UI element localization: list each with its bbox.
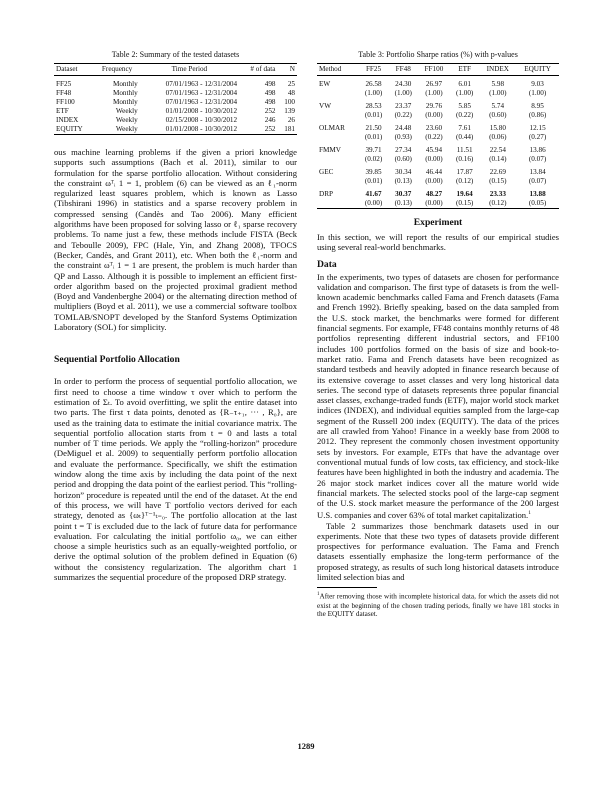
table2-cell: 181 <box>284 125 295 133</box>
table3-pvalue: (0.12) <box>455 177 474 185</box>
table3-row <box>317 164 559 177</box>
table2-cell: Monthly <box>112 80 138 88</box>
table3-header-cell: FF48 <box>395 65 411 73</box>
table3-value: 27.34 <box>395 146 412 154</box>
table3-pvalue: (0.00) <box>425 199 443 207</box>
table2-cell: 498 <box>264 80 276 88</box>
table3-empty-cell <box>317 111 359 120</box>
table3-value: 21.50 <box>365 124 382 132</box>
table3-pvalue: (0.00) <box>425 111 443 119</box>
table3-pvalue: (0.86) <box>528 111 547 119</box>
table2-cell: 498 <box>264 98 276 106</box>
table3-method: EW <box>319 80 331 88</box>
table3-row <box>317 120 559 133</box>
table3-pvalue: (0.22) <box>455 111 474 119</box>
table2-cell: FF25 <box>56 80 72 88</box>
table3-pvalue: (0.15) <box>489 177 507 185</box>
table3-pvalue: (1.00) <box>528 89 547 97</box>
table2-cell: 100 <box>284 98 295 106</box>
table3-pvalue: (0.12) <box>489 199 507 207</box>
left-column <box>54 50 297 582</box>
table3-pvalue: (0.15) <box>455 199 474 207</box>
table3-pvalue: (1.00) <box>455 89 474 97</box>
table3-value: 48.27 <box>425 190 443 198</box>
table3-pvalue: (0.27) <box>528 133 547 141</box>
table3-row <box>317 186 559 199</box>
table3-pvalue-row <box>317 111 559 120</box>
table3-method: OLMAR <box>319 124 345 132</box>
subsection-heading-data: Data <box>317 258 337 270</box>
table3-pvalue: (0.06) <box>489 133 507 141</box>
table3-value: 39.71 <box>365 146 382 154</box>
table3-value: 13.86 <box>529 146 546 154</box>
table3-value: 12.15 <box>529 124 546 132</box>
table3-value: 41.67 <box>365 190 382 198</box>
table3-value: 9.03 <box>531 80 544 88</box>
footnote <box>317 591 559 619</box>
table3-pvalue: (0.44) <box>455 133 474 141</box>
table2 <box>54 63 297 135</box>
left-paragraph-2: In order to perform the process of sequential portfolio allocation, we first need to choose a time window τ over which to perform the estimation of Σₜ. To avoid overfitting, we split the entire dataset into two parts. The first τ data points, denoted as {R₋τ₊₁, ··· , R₀}, are used as the training data to estimate the initial covariance matrix. The sequential portfolio allocation starts from t = 0 and lasts a total number of T time periods. We apply the “rolling-horizon” procedure (DeMiguel et al. 2009) to sequentially perform portfolio allocation and evaluate the performance. Specifically, we shift the estimation window along the time axis by including the data point of the next period and dropping the data point of the earliest period. This “rolling-horizon” procedure is repeated until the end of the dataset. At the end of this process, we will have T portfolio vectors derived for each strategy, denoted as {ωₜ}ᵀ⁻¹ₜ₌₀. The portfolio allocation at the last point t = T is excluded due to the lack of future data for performance evaluation. For calculating the initial portfolio ω₀, we can either choose a simple heuristics such as an equally-weighted portfolio, or derive the optimal solution of the problem defined in Equation (6) without the consistency regularization. The algorithm chart 1 summarizes the sequential procedure of the proposed DRP strategy. <box>54 376 297 582</box>
table2-header-cell: Frequency <box>101 65 133 73</box>
table3-value: 30.34 <box>395 168 412 176</box>
table3-value: 29.76 <box>425 102 443 110</box>
table2-cell: 252 <box>264 107 276 115</box>
table2-row <box>54 76 297 90</box>
table3-value: 45.94 <box>425 146 443 154</box>
table2-cell: 07/01/1963 - 12/31/2004 <box>165 80 238 88</box>
table3-empty-cell <box>317 155 359 164</box>
table3-method: DRP <box>319 190 333 198</box>
table3-pvalue: (0.00) <box>425 177 443 185</box>
table3-pvalue: (0.13) <box>394 177 412 185</box>
table2-cell: FF100 <box>56 98 75 106</box>
table3-value: 5.85 <box>458 102 471 110</box>
table2-caption: Table 2: Summary of the tested datasets <box>111 50 240 59</box>
table3-value: 19.64 <box>456 190 473 198</box>
table3-pvalue-row <box>317 155 559 164</box>
table3-value: 23.60 <box>425 124 443 132</box>
table3-value: 7.61 <box>458 124 471 132</box>
table3-value: 26.97 <box>425 80 443 88</box>
page-number: 1289 <box>297 741 315 751</box>
table3-method: FMMV <box>319 146 341 154</box>
table3-header-cell: EQUITY <box>524 65 551 73</box>
table3-value: 5.98 <box>491 80 505 88</box>
table3-header-row <box>317 64 559 76</box>
table3-pvalue: (0.60) <box>489 111 507 119</box>
table3 <box>317 63 559 209</box>
table2-header-cell: N <box>289 65 295 73</box>
table3-header-cell: INDEX <box>486 65 509 73</box>
table3-value: 23.33 <box>489 190 506 198</box>
experiment-intro: In this section, we will report the results of our empirical studies using several real-world benchmarks. <box>317 232 559 253</box>
table3-pvalue: (0.00) <box>425 155 443 163</box>
table3-value: 13.84 <box>529 168 546 176</box>
table3-value: 46.44 <box>425 168 443 176</box>
table2-cell: 48 <box>287 89 295 97</box>
table2-cell: 246 <box>264 116 276 124</box>
table3-value: 23.37 <box>395 102 412 110</box>
table3-pvalue: (0.02) <box>364 155 383 163</box>
table3-pvalue: (0.14) <box>489 155 507 163</box>
table3-pvalue: (1.00) <box>425 89 443 97</box>
table3-value: 28.53 <box>365 102 382 110</box>
table2-cell: 498 <box>264 89 276 97</box>
table3-pvalue: (0.01) <box>364 111 383 119</box>
table2-cell: 252 <box>264 125 276 133</box>
table2-body <box>54 76 297 135</box>
table2-cell: Weekly <box>115 107 138 115</box>
footnote-rule <box>317 587 377 588</box>
table2-cell: Monthly <box>112 98 138 106</box>
table3-value: 8.95 <box>531 102 544 110</box>
table3-value: 5.74 <box>491 102 505 110</box>
table2-cell: 01/01/2008 - 10/30/2012 <box>165 107 238 115</box>
table2-cell: 26 <box>287 116 295 124</box>
table3-pvalue: (0.93) <box>394 133 412 141</box>
table3-row <box>317 76 559 90</box>
table2-row <box>54 89 297 98</box>
table3-value: 24.48 <box>395 124 412 132</box>
table3-empty-cell <box>317 89 359 98</box>
table3-pvalue: (0.16) <box>455 155 474 163</box>
table3-value: 13.88 <box>529 190 546 198</box>
table3-header-cell: ETF <box>458 65 472 73</box>
table3-pvalue: (0.01) <box>364 133 383 141</box>
data-paragraph-2: Table 2 summarizes those benchmark datasets used in our experiments. Note that these two types of datasets provide different prospectives for performance evaluation. The Fama and French datasets essentially emphasize the long-term performance of the proposed strategy, as results of such long historical datasets introduce limited selection bias and <box>317 520 559 583</box>
section-heading-sequential: Sequential Portfolio Allocation <box>54 354 180 366</box>
table3-pvalue-row <box>317 89 559 98</box>
table3-pvalue: (0.00) <box>364 199 383 207</box>
footnote-text: After removing those with incomplete historical data, for which the assets did not exist at the beginning of the chosen trading periods, finally we have 181 stocks in the EQUITY dataset. <box>317 592 559 619</box>
table3-empty-cell <box>317 177 359 186</box>
table3-header-cell: FF25 <box>365 65 382 73</box>
table3-value: 22.54 <box>489 146 506 154</box>
table3-pvalue: (0.13) <box>394 199 412 207</box>
data-paragraph-1 <box>317 272 559 521</box>
table2-cell: 07/01/1963 - 12/31/2004 <box>165 89 238 97</box>
data-paragraph-1-text: In the experiments, two types of datasets are chosen for performance validation and comparison. The first type of datasets is from the well-known academic benchmarks called Fama and French datasets (Fama and French 1992). Briefly speaking, based on the data sampled from the U.S. stock market, the benchmarks were formed for different financial segments. For example, FF48 contains monthly returns of 48 portfolios representing different industrial sectors, and FF100 includes 100 portfolios formed on the basis of size and book-to-market ratio. Fama and French datasets have been recognized as standard testbeds and heavily adopted in finance research because of its extensive coverage to asset classes and very long historical data series. The second type of datasets represents three popular financial asset classes, exchange-traded funds (ETF), major world stock market indices (INDEX), and individual equities sampled from the large-cap segment of the Russell 200 index (EQUITY). The data of the prices are all crawled from Yahoo! Finance in a weekly base from 2008 to 2012. They represent the commonly chosen investment opportunity sets by investors. For example, ETFs that have the advantage over conventional mutual funds of low costs, tax efficiency, and stock-like features have been highlighted in both the industry and academia. The 26 major stock market indices cover all the mature world wide financial markets. The selected stocks pool of the large-cap segment of the U.S. stock market measure the performance of the 200 largest U.S. companies and cover 63% of total market capitalization. <box>317 271 559 521</box>
table2-row <box>54 116 297 125</box>
table2-cell: Weekly <box>115 116 138 124</box>
table2-cell: 07/01/1963 - 12/31/2004 <box>165 98 238 106</box>
table3-method: GEC <box>319 168 334 176</box>
table3-caption: Table 3: Portfolio Sharpe ratios (%) with p-values <box>358 50 518 59</box>
table2-cell: FF48 <box>56 89 72 97</box>
table3-pvalue: (0.07) <box>528 155 547 163</box>
table2-row <box>54 107 297 116</box>
table3-value: 15.80 <box>489 124 506 132</box>
table3-body <box>317 76 559 209</box>
table3-pvalue-row <box>317 133 559 142</box>
table3-value: 6.01 <box>458 80 471 88</box>
table3-pvalue: (0.60) <box>394 155 412 163</box>
table2-cell: 25 <box>287 80 295 88</box>
table3-empty-cell <box>317 199 359 209</box>
left-paragraph-1: ous machine learning problems if the given a priori knowledge supports such assumptions (Bach et al. 2011), similar to our formulation for the sparse portfolio allocation. Without considering the constraint ωᵀᵢ 1 = 1, problem (6) can be viewed as an ℓ₁-norm regularized least squares problem, which is known as Lasso (Tibshirani 1996) in statistics and a sparse recovery problem in compressed sensing (Candès and Tao 2006). Many efficient algorithms have been proposed for solving lasso or ℓ₁ sparse recovery problems. To name just a few, these methods include FISTA (Beck and Teboulle 2009), FPC (Hale, Yin, and Zhang 2008), TFOCS (Becker, Candès, and Grant 2011), etc. When both the ℓ₁-norm and the constraint ωᵀᵢ 1 = 1 are present, the problem is much harder than QP and Lasso. Although it is possible to implement an efficient first-order algorithm based on the projected proximal gradient method (Boyd and Vandenberghe 2004) or the alternating direction method of multipliers (Boyd et al. 2011), we use a commercial software toolbox TOMLAB/SNOPT developed by the Stanford Systems Optimization Laboratory (SOL) for simplicity. <box>54 147 297 333</box>
section-heading-experiment: Experiment <box>413 217 463 228</box>
table3-header-cell: FF100 <box>424 65 444 73</box>
table2-row <box>54 125 297 135</box>
table2-cell: EQUITY <box>56 125 83 133</box>
table2-row <box>54 98 297 107</box>
table3-pvalue: (0.22) <box>394 111 412 119</box>
table3-value: 39.85 <box>365 168 382 176</box>
table2-cell: 139 <box>284 107 295 115</box>
table3-pvalue: (1.00) <box>364 89 383 97</box>
table3-value: 26.58 <box>365 80 382 88</box>
table3-value: 17.87 <box>456 168 473 176</box>
table3-pvalue: (0.07) <box>528 177 547 185</box>
table3-empty-cell <box>317 133 359 142</box>
footnote-mark: 1 <box>528 510 531 517</box>
table3-row <box>317 142 559 155</box>
right-column <box>317 50 559 619</box>
table2-cell: ETF <box>56 107 69 115</box>
table2-header-row <box>54 64 297 76</box>
table3-value: 24.30 <box>395 80 412 88</box>
table2-cell: INDEX <box>56 116 79 124</box>
table3-pvalue-row <box>317 199 559 209</box>
table2-cell: 02/15/2008 - 10/30/2012 <box>165 116 238 124</box>
table3-value: 11.51 <box>456 146 473 154</box>
table3-pvalue: (0.01) <box>364 177 383 185</box>
table3-pvalue-row <box>317 177 559 186</box>
table3-pvalue: (1.00) <box>489 89 507 97</box>
table2-header-cell: Dataset <box>56 65 78 73</box>
table3-pvalue: (0.22) <box>425 133 443 141</box>
table3-pvalue: (1.00) <box>394 89 412 97</box>
table2-cell: Monthly <box>112 89 138 97</box>
table2-cell: 01/01/2008 - 10/30/2012 <box>165 125 238 133</box>
table2-cell: Weekly <box>115 125 138 133</box>
table3-value: 30.37 <box>395 190 412 198</box>
table2-header-cell: # of data <box>250 65 276 73</box>
table3-value: 22.69 <box>489 168 506 176</box>
table3-method: VW <box>319 102 331 110</box>
table2-header-cell: Time Period <box>171 65 208 73</box>
table3-header-cell: Method <box>319 65 342 73</box>
footnote-number: 1 <box>317 592 320 598</box>
table3-pvalue: (0.05) <box>528 199 547 207</box>
table3-row <box>317 98 559 111</box>
